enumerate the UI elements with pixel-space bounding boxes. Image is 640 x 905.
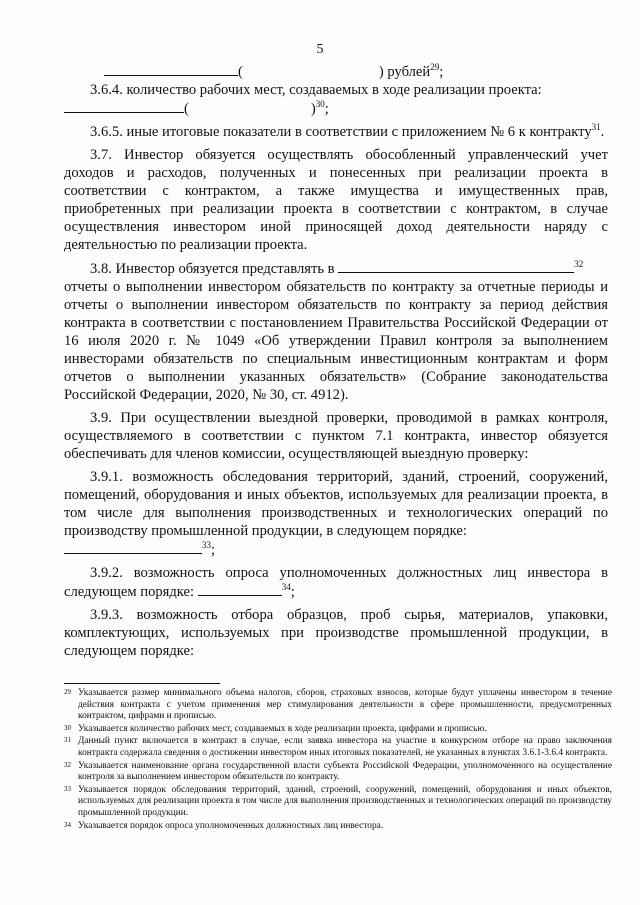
rubles-line: ( ) рублей$^{29}$;: [64, 62, 608, 81]
footnote-ref-31: 31: [591, 122, 601, 133]
document-body: [64, 62, 608, 660]
footnote-33: [64, 785, 612, 820]
footnote-text: Указывается размер минимального объема налогов, сборов, страховых взносов, которые будут уплачены инвестором в течение действия контракта с учетом применения мер стимулирования деятельности в сфере промышленности, предусмотренных контрактом, цифрами и прописью.: [78, 688, 612, 722]
blank-inspection-order-line: [64, 540, 202, 554]
clause-3-8-text: отчеты о выполнении инвестором обязательств по контракту за отчетные периоды и отчеты о выполнении инвестором обязательств по контракту за период действия контракта в соответствии с постановлением Правительства Российской Федерации от 16 июля 2020 г. № 1049 «Об утверждении Правил контроля за выполнением инвесторами обязательств по специальным инвестиционным контрактам и форм отчетов о выполнении указанных обязательств» (Собрание законодательства Российской Федерации, 2020, № 30, ст. 4912).: [64, 279, 608, 403]
footnote-text: Указывается порядок опроса уполномоченных должностных лиц инвестора.: [78, 820, 384, 831]
blank-jobs-line: [64, 99, 184, 113]
clause-3-9: 3.9. При осуществлении выездной проверки, проводимой в рамках контроля, осуществляемого в соответствии с пунктом 7.1 контракта, инвестор обязуется обеспечивать для членов комиссии, осуществляющей выездную проверку:: [64, 410, 608, 462]
footnote-ref-33: 33: [202, 540, 211, 551]
rubles-text: ) рублей: [378, 64, 431, 80]
footnote-text: Указывается наименование органа государственной власти субъекта Российской Федерации, уполномоченного на осуществление контроля за выполнением инвестором обязательств по контракту.: [78, 760, 612, 783]
footnote-ref-32: 32: [574, 259, 584, 270]
footnote-text: Данный пункт включается в контракт в случае, если заявка инвестора на участие в конкурсном отборе на право заключения контракта содержала сведения о достижении инвестором иных итоговых показателей, не указанных в пунктах 3.6.1-3.6.4 контракта.: [78, 736, 612, 758]
footnote-text: Указывается количество рабочих мест, создаваемых в ходе реализации проекта, цифрами и прописью.: [78, 723, 487, 734]
clause-3-6-5: 3.6.5. иные итоговые показатели в соответствии с приложением № 6 к контракту$^{31}$.: [90, 122, 605, 140]
clause-3-8-start: 3.8. Инвестор обязуется представлять в $^{32}$: [90, 259, 584, 277]
footnote-ref-30: 30: [315, 99, 325, 110]
clause-3-6-4-blank: ( )$^{30}$;: [64, 99, 608, 118]
footnote-31: [64, 736, 612, 759]
footnote-mark: 32: [64, 760, 71, 769]
clause-3-6-4: 3.6.4. количество рабочих мест, создаваемых в ходе реализации проекта:: [90, 82, 542, 98]
clause-3-9-1: 3.9.1. возможность обследования территорий, зданий, строений, сооружений, помещений, оборудования и иных объектов, используемых для реализации проекта, в том числе для выполнения производственных и технологических операций по производству промышленной продукции, в следующем порядке:: [64, 469, 608, 539]
clause-3-7: 3.7. Инвестор обязуется осуществлять обособленный управленческий учет доходов и расходов, полученных и понесенных при реализации проекта в соответствии с контрактом, а также имущества и имущественных прав, приобретенных при реализации проекта в соответствии с контрактом, в случае осуществления инвестором иной приносящей доход деятельности наряду с деятельностью по реализации проекта.: [64, 147, 608, 253]
footnote-30: [64, 724, 612, 736]
footnote-mark: 30: [64, 723, 71, 732]
footnote-34: [64, 821, 612, 833]
footnote-mark: 33: [64, 784, 71, 793]
footnote-ref-34: 34: [281, 582, 291, 593]
footnote-29: [64, 688, 612, 723]
clause-3-9-2: 3.9.2. возможность опроса уполномоченных должностных лиц инвестора в следующем порядке: $^{34}$;: [64, 565, 608, 600]
footnote-separator: [64, 683, 220, 684]
footnotes: [64, 688, 612, 833]
clause-3-9-3: 3.9.3. возможность отбора образцов, проб сырья, материалов, упаковки, комплектующих, используемых при производстве промышленной продукции, в следующем порядке:: [64, 607, 608, 659]
footnote-32: [64, 761, 612, 784]
clause-3-9-1-blank: $^{33}$;: [64, 540, 608, 559]
open-paren: (: [238, 64, 243, 80]
footnote-text: Указывается порядок обследования территорий, зданий, строений, сооружений, помещений, оборудования и иных объектов, используемых для реализации проекта в том числе для выполнения производственных и технологических операций по производству промышленной продукции.: [78, 784, 612, 818]
blank-authority-line: [338, 259, 574, 273]
page-number: 5: [316, 42, 324, 57]
blank-interview-order-line: [198, 582, 282, 596]
footnote-ref-29: 29: [430, 62, 440, 73]
footnote-mark: 31: [64, 736, 71, 745]
footnote-mark: 34: [64, 820, 71, 829]
footnote-mark: 29: [64, 688, 71, 696]
blank-amount-line: [104, 62, 238, 76]
